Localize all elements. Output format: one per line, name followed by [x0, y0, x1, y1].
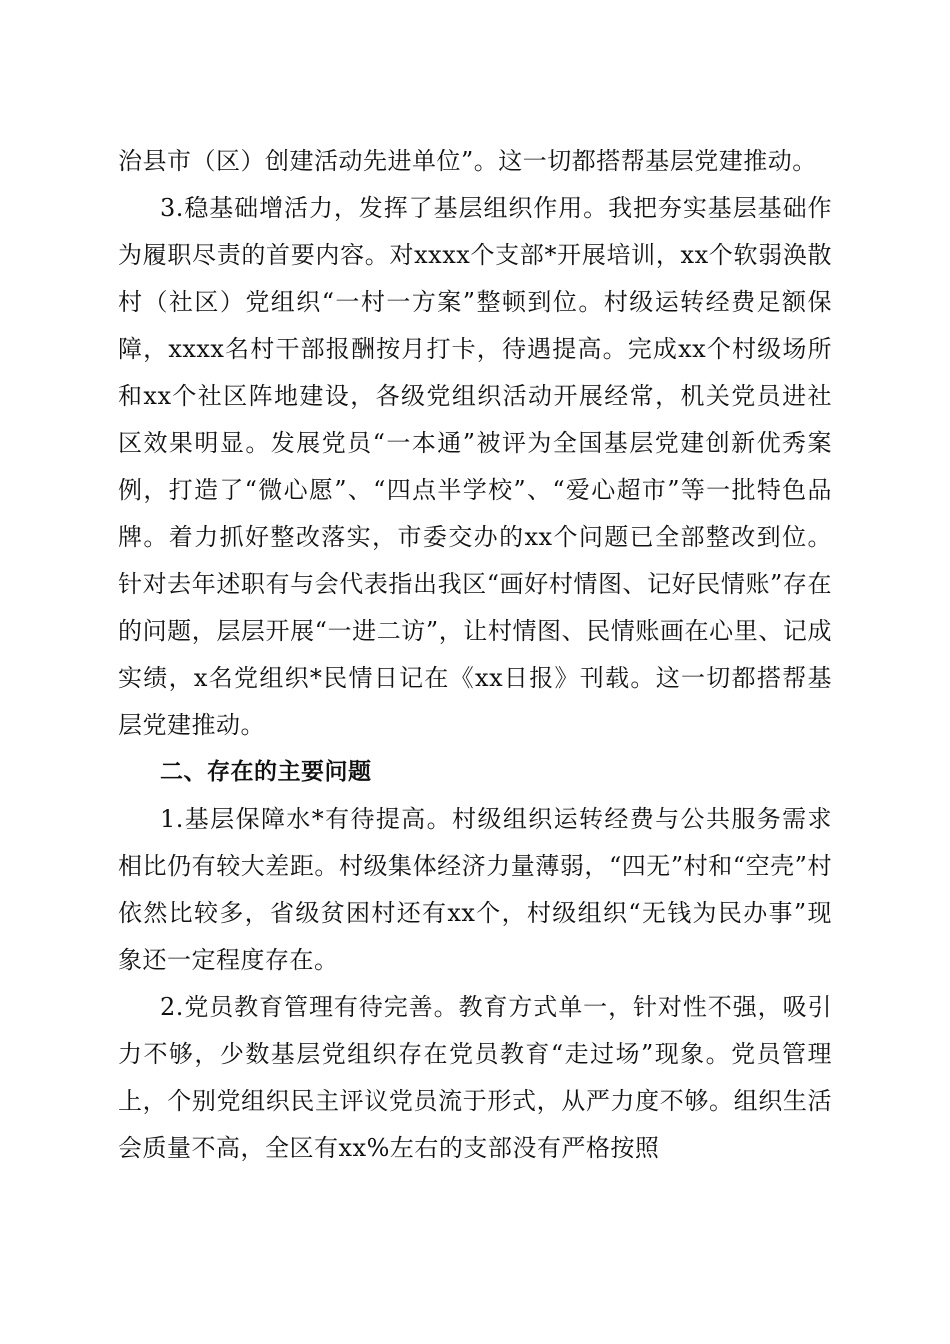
section-heading-problems: 二、存在的主要问题 [160, 759, 372, 785]
document-body [118, 138, 832, 1172]
paragraph-continuation: 治县市（区）创建活动先进单位”。这一切都搭帮基层党建推动。 [118, 147, 817, 175]
paragraph-problem-1: 1.基层保障水*有待提高。村级组织运转经费与公共服务需求相比仍有较大差距。村级集体经济力量薄弱，“四无”村和“空壳”村依然比较多，省级贫困村还有xx个，村级组织“无钱为民办事”现象还一定程度存在。 [118, 805, 832, 974]
paragraph-problem-2: 2.党员教育管理有待完善。教育方式单一，针对性不强，吸引力不够，少数基层党组织存在党员教育“走过场”现象。党员管理上，个别党组织民主评议党员流于形式，从严力度不够。组织生活会质量不高，全区有xx%左右的支部没有严格按照 [118, 993, 832, 1162]
paragraph-item-3: 3.稳基础增活力，发挥了基层组织作用。我把夯实基层基础作为履职尽责的首要内容。对xxxx个支部*开展培训，xx个软弱涣散村（社区）党组织“一村一方案”整顿到位。村级运转经费足额保障，xxxx名村干部报酬按月打卡，待遇提高。完成xx个村级场所和xx个社区阵地建设，各级党组织活动开展经常，机关党员进社区效果明显。发展党员“一本通”被评为全国基层党建创新优秀案例，打造了“微心愿”、“四点半学校”、“爱心超市”等一批特色品牌。着力抓好整改落实，市委交办的xx个问题已全部整改到位。针对去年述职有与会代表指出我区“画好村情图、记好民情账”存在的问题，层层开展“一进二访”，让村情图、民情账画在心里、记成实绩，x名党组织*民情日记在《xx日报》刊载。这一切都搭帮基层党建推动。 [118, 194, 832, 739]
